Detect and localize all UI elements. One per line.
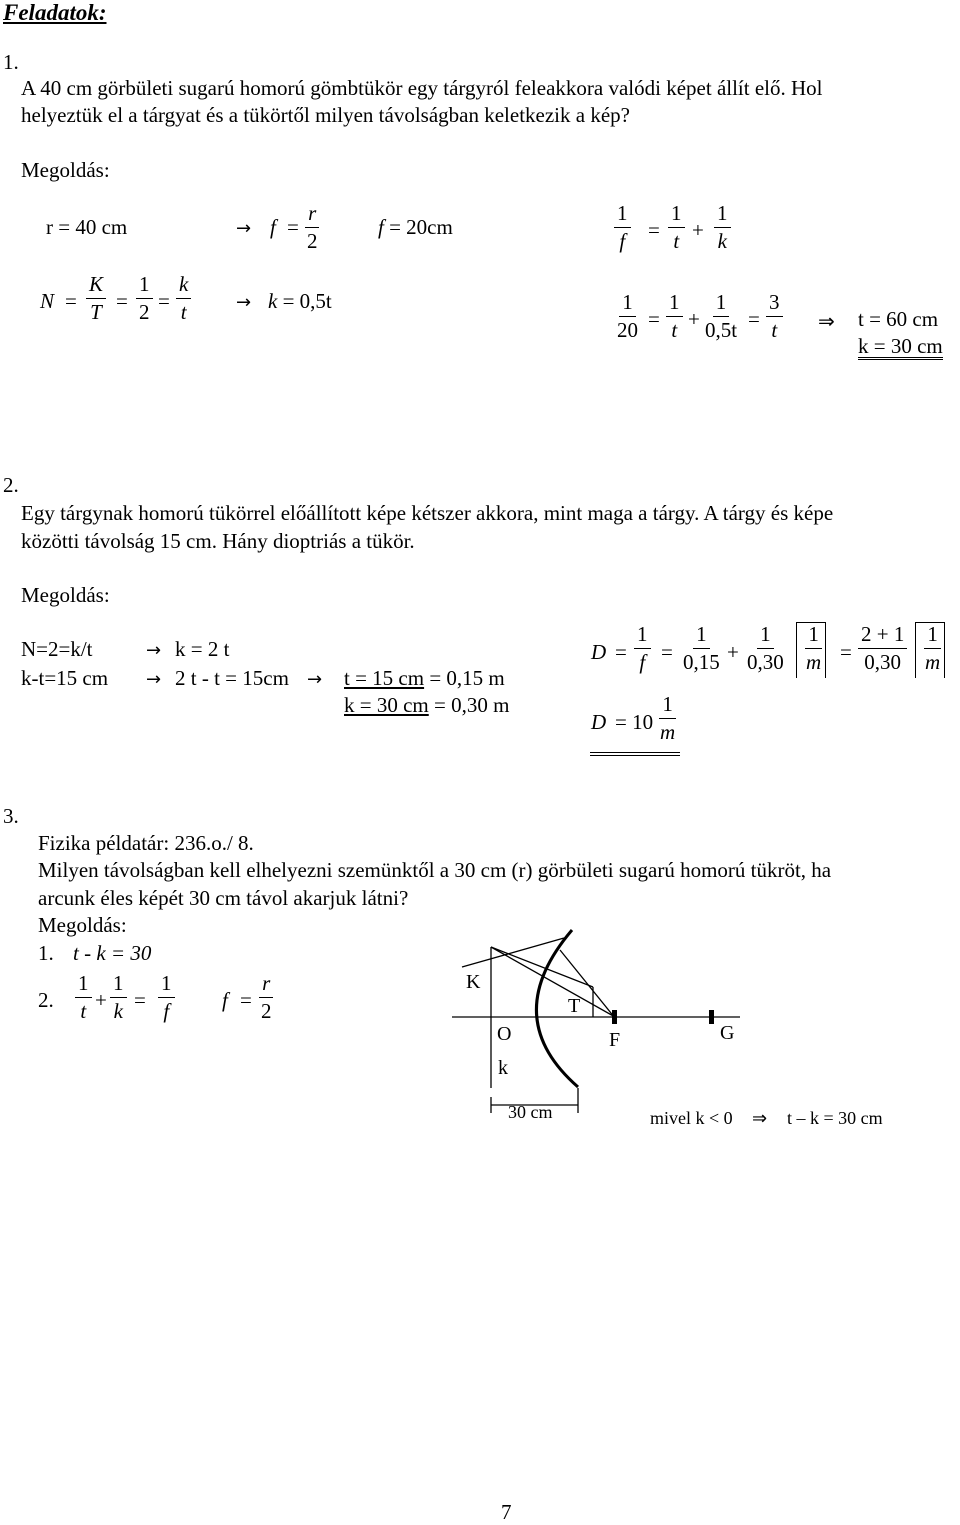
- task3-r2-fraction: [258, 973, 275, 1022]
- label-F: F: [609, 1029, 621, 1051]
- fraction-denominator: 0,5t: [705, 318, 738, 342]
- task2-plus: +: [727, 640, 739, 664]
- task1-N-symbol: N: [40, 289, 55, 313]
- label-K: K: [466, 971, 481, 993]
- fraction-numerator: 1: [619, 292, 636, 317]
- task2-D-equals: =: [615, 640, 627, 664]
- task2-line2-mid: 2 t - t = 15cm: [175, 666, 289, 690]
- task3-step1: [38, 941, 151, 966]
- task3-solution-label: Megoldás:: [38, 913, 127, 937]
- g-point-marker: [709, 1010, 714, 1024]
- f-symbol: f: [378, 215, 384, 239]
- fraction-numerator: 1: [136, 274, 153, 299]
- fraction-denominator: m: [925, 650, 941, 674]
- fraction-numerator: 1: [714, 203, 731, 228]
- fraction-denominator: k: [717, 229, 727, 253]
- fraction-numerator: 3: [766, 292, 783, 317]
- task3-plus: +: [95, 988, 107, 1012]
- task2-D2-unit: [657, 694, 678, 743]
- task1-f-symbol: f: [270, 215, 276, 239]
- fraction-denominator: T: [90, 300, 102, 324]
- task2-015-fraction: [680, 624, 723, 673]
- arrow-icon: →: [307, 669, 323, 690]
- task1-solution-label: Megoldás:: [21, 158, 110, 182]
- task3-conclusion-result: t – k = 30 cm: [787, 1108, 883, 1128]
- task3-1f-fraction: [158, 973, 175, 1022]
- fraction-numerator: 1: [693, 624, 710, 649]
- fraction-denominator: 0,30: [864, 650, 902, 674]
- fraction-denominator: k: [113, 999, 123, 1023]
- task3-conclusion: mivel k < 0: [650, 1108, 733, 1128]
- fraction-numerator: 1: [666, 292, 683, 317]
- arrow-icon: →: [236, 292, 252, 313]
- task2-line1-right: k = 2 t: [175, 637, 230, 661]
- calc-fraction-t: [666, 292, 683, 341]
- task3-equals: =: [134, 988, 146, 1012]
- fraction-numerator: 1: [659, 694, 676, 719]
- fraction-numerator: 1: [713, 292, 730, 317]
- mirror-eq-t: [668, 203, 685, 252]
- fraction-numerator: K: [86, 274, 106, 299]
- task1-kt-fraction: [176, 274, 191, 323]
- fraction-numerator: 1: [614, 203, 631, 228]
- task3-number: 3.: [3, 804, 19, 828]
- task2-eq2: =: [661, 640, 673, 664]
- task2-line3-k: [344, 693, 509, 718]
- task1-r-given: r = 40 cm: [46, 215, 128, 239]
- task2-D2-symbol: D: [591, 710, 607, 734]
- task1-f-result: [378, 215, 453, 240]
- t-tail: = 0,15 m: [424, 666, 505, 690]
- fraction-numerator: 1: [110, 973, 127, 998]
- mirror-eq-equals: =: [648, 218, 660, 242]
- task2-unit-fraction-2: [922, 624, 943, 673]
- task2-line2-left: k-t=15 cm: [21, 666, 109, 690]
- t-underlined: t = 15 cm: [344, 666, 425, 690]
- calc-equals-1: =: [648, 307, 660, 331]
- task1-N-equals: =: [65, 289, 77, 313]
- fraction-numerator: 1: [805, 624, 822, 649]
- fraction-denominator: t: [671, 318, 678, 342]
- fraction-denominator: 0,15: [683, 650, 720, 674]
- fraction-denominator: m: [660, 720, 676, 744]
- fraction-denominator: 2: [307, 229, 318, 253]
- fraction-denominator: 20: [617, 318, 638, 342]
- k-underlined: k = 30 cm: [344, 693, 429, 717]
- implies-icon: ⇒: [752, 1108, 768, 1129]
- fraction-numerator: k: [176, 274, 191, 299]
- task3-source: Fizika példatár: 236.o./ 8.: [38, 831, 254, 855]
- task1-half-fraction: [136, 274, 153, 323]
- task1-f-fraction: [304, 203, 321, 252]
- fraction-numerator: 1: [158, 973, 175, 998]
- task1-text-line2: helyeztük el a tárgyat és a tükörtől milyen távolságban keletkezik a kép?: [21, 103, 630, 127]
- task3-1t-fraction: [75, 973, 92, 1022]
- task3-step2-prefix: 2.: [38, 988, 54, 1012]
- label-k: k: [498, 1057, 508, 1079]
- fraction-denominator: f: [163, 999, 170, 1023]
- k-symbol: k: [268, 289, 278, 313]
- label-O: O: [497, 1023, 512, 1045]
- task2-solution-label: Megoldás:: [21, 583, 110, 607]
- calc-plus: +: [688, 307, 700, 331]
- fraction-numerator: 1: [924, 624, 941, 649]
- task2-1f-fraction: [634, 624, 651, 673]
- fraction-numerator: 1: [668, 203, 685, 228]
- task2-line2-t: [344, 666, 505, 691]
- fraction-denominator: f: [619, 229, 626, 253]
- task1-result-k: k = 30 cm: [858, 334, 943, 358]
- label-T: T: [568, 995, 581, 1017]
- fraction-denominator: 2: [261, 999, 272, 1023]
- task3-text-line2: arcunk éles képét 30 cm távol akarjuk látni?: [38, 886, 409, 910]
- fraction-numerator: 1: [634, 624, 651, 649]
- task2-D-symbol: D: [591, 640, 607, 664]
- step1-expression: t - k = 30: [73, 941, 152, 965]
- task1-text-line1: A 40 cm görbületi sugarú homorú gömbtükör egy tárgyról feleakkora valódi képet állít elő. Hol: [21, 76, 823, 100]
- calc-fraction-3t: [766, 292, 783, 341]
- arrow-icon: →: [146, 640, 162, 661]
- dimension-label: 30 cm: [508, 1102, 553, 1122]
- k-value: = 0,5t: [277, 289, 332, 313]
- arrow-icon: →: [146, 669, 162, 690]
- calc-equals-2: =: [748, 307, 760, 331]
- task2-number: 2.: [3, 473, 19, 497]
- task3-text-line1: Milyen távolságban kell elhelyezni szemünktől a 30 cm (r) görbületi sugarú homorú tükröt, ha: [38, 858, 832, 882]
- arrow-icon: →: [236, 218, 252, 239]
- fraction-numerator: 1: [75, 973, 92, 998]
- fraction-numerator: 1: [757, 624, 774, 649]
- fraction-denominator: 0,30: [747, 650, 784, 674]
- task1-f-equals: =: [287, 215, 299, 239]
- step1-prefix: 1.: [38, 941, 54, 965]
- task2-D2-value: = 10: [615, 710, 654, 734]
- k-tail: = 0,30 m: [428, 693, 510, 717]
- fraction-denominator: t: [771, 318, 778, 342]
- task3-f-equals: =: [240, 988, 252, 1012]
- label-G: G: [720, 1022, 735, 1044]
- task1-KT-fraction: [86, 274, 106, 323]
- implies-icon: ⇒: [818, 309, 835, 333]
- mirror-ray-diagram: [440, 925, 780, 1135]
- task2-line1-left: N=2=k/t: [21, 637, 93, 661]
- fraction-denominator: t: [80, 999, 87, 1023]
- page-number: 7: [501, 1500, 512, 1524]
- fraction-numerator: r: [259, 973, 273, 998]
- mirror-eq-k: [714, 203, 731, 252]
- fraction-denominator: 2: [139, 300, 150, 324]
- task1-k-result: [268, 289, 332, 314]
- task2-unit-fraction-1: [803, 624, 824, 673]
- task1-result-t: t = 60 cm: [858, 307, 939, 331]
- task3-f-symbol: f: [222, 988, 228, 1012]
- f-value: = 20cm: [383, 215, 453, 239]
- task2-sum-fraction: [858, 624, 907, 673]
- task1-number: 1.: [3, 50, 19, 74]
- fraction-denominator: t: [180, 300, 187, 324]
- task2-D2-double-underline: [590, 752, 680, 756]
- fraction-denominator: t: [673, 229, 680, 253]
- task2-eq3: =: [840, 640, 852, 664]
- fraction-denominator: f: [639, 650, 646, 674]
- calc-fraction-half-t: [702, 292, 740, 341]
- fraction-numerator: 2 + 1: [858, 624, 907, 649]
- task1-eq2: =: [116, 289, 128, 313]
- calc-fraction-20: [614, 292, 641, 341]
- fraction-numerator: r: [305, 203, 319, 228]
- task2-030-fraction: [744, 624, 787, 673]
- task2-text-line2: közötti távolság 15 cm. Hány dioptriás a tükör.: [21, 529, 415, 553]
- page-heading: Feladatok:: [3, 0, 107, 25]
- fraction-denominator: m: [806, 650, 822, 674]
- mirror-eq-plus: +: [692, 218, 704, 242]
- focal-point-marker: [612, 1010, 617, 1024]
- task3-1k-fraction: [110, 973, 127, 1022]
- task1-eq3: =: [158, 289, 170, 313]
- task2-text-line1: Egy tárgynak homorú tükörrel előállított képe kétszer akkora, mint maga a tárgy. A tárgy és képe: [21, 501, 834, 525]
- mirror-eq-f: [614, 203, 631, 252]
